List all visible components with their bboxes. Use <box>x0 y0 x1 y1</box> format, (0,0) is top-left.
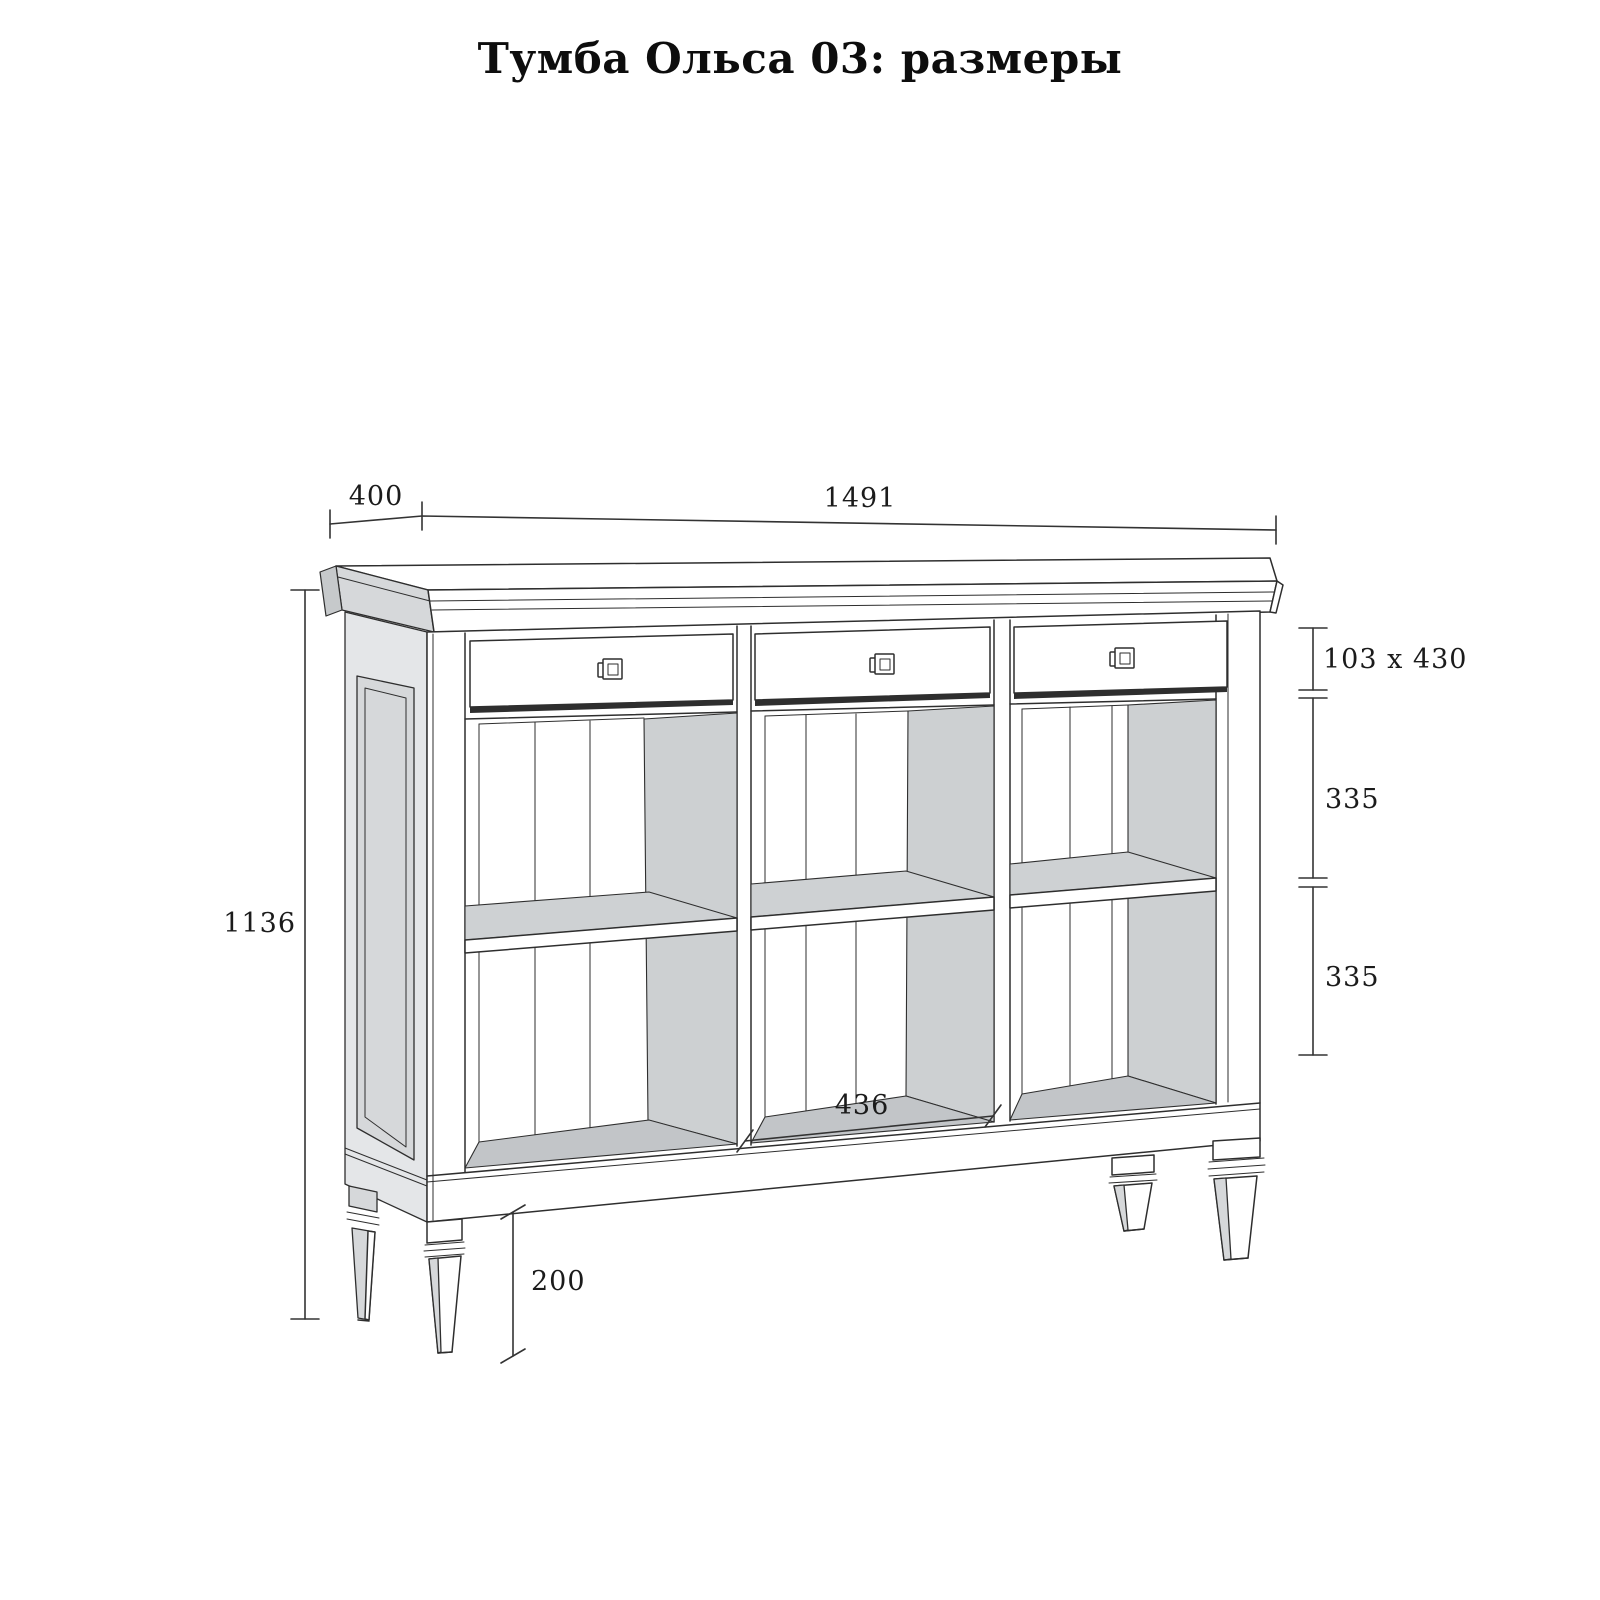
dim-label-height: 1136 <box>223 908 296 939</box>
compartment-3-divider-face <box>1128 700 1216 1103</box>
dim-label-upper-compartment: 335 <box>1325 784 1380 815</box>
side-inset-panel <box>357 676 414 1160</box>
dim-label-depth: 400 <box>348 481 404 512</box>
leg-rear-right <box>1109 1155 1157 1231</box>
cabinet <box>320 558 1283 1353</box>
leg-front-right <box>1208 1138 1265 1260</box>
leg-rear-left <box>347 1186 379 1321</box>
dim-label-lower-compartment: 335 <box>1325 962 1380 993</box>
dim-label-width: 1491 <box>823 483 897 514</box>
dim-label-leg-height: 200 <box>531 1266 586 1297</box>
dim-label-drawer: 103 x 430 <box>1323 644 1468 675</box>
page-title: Тумба Ольса 03: размеры <box>477 34 1123 83</box>
dim-line-right-chain <box>1299 628 1327 1055</box>
leg-front-left <box>424 1219 465 1353</box>
dim-line-leg-height <box>501 1205 525 1363</box>
dim-label-inner-width: 436 <box>834 1090 890 1121</box>
left-side-panel <box>345 612 427 1222</box>
dim-line-height <box>291 590 319 1319</box>
